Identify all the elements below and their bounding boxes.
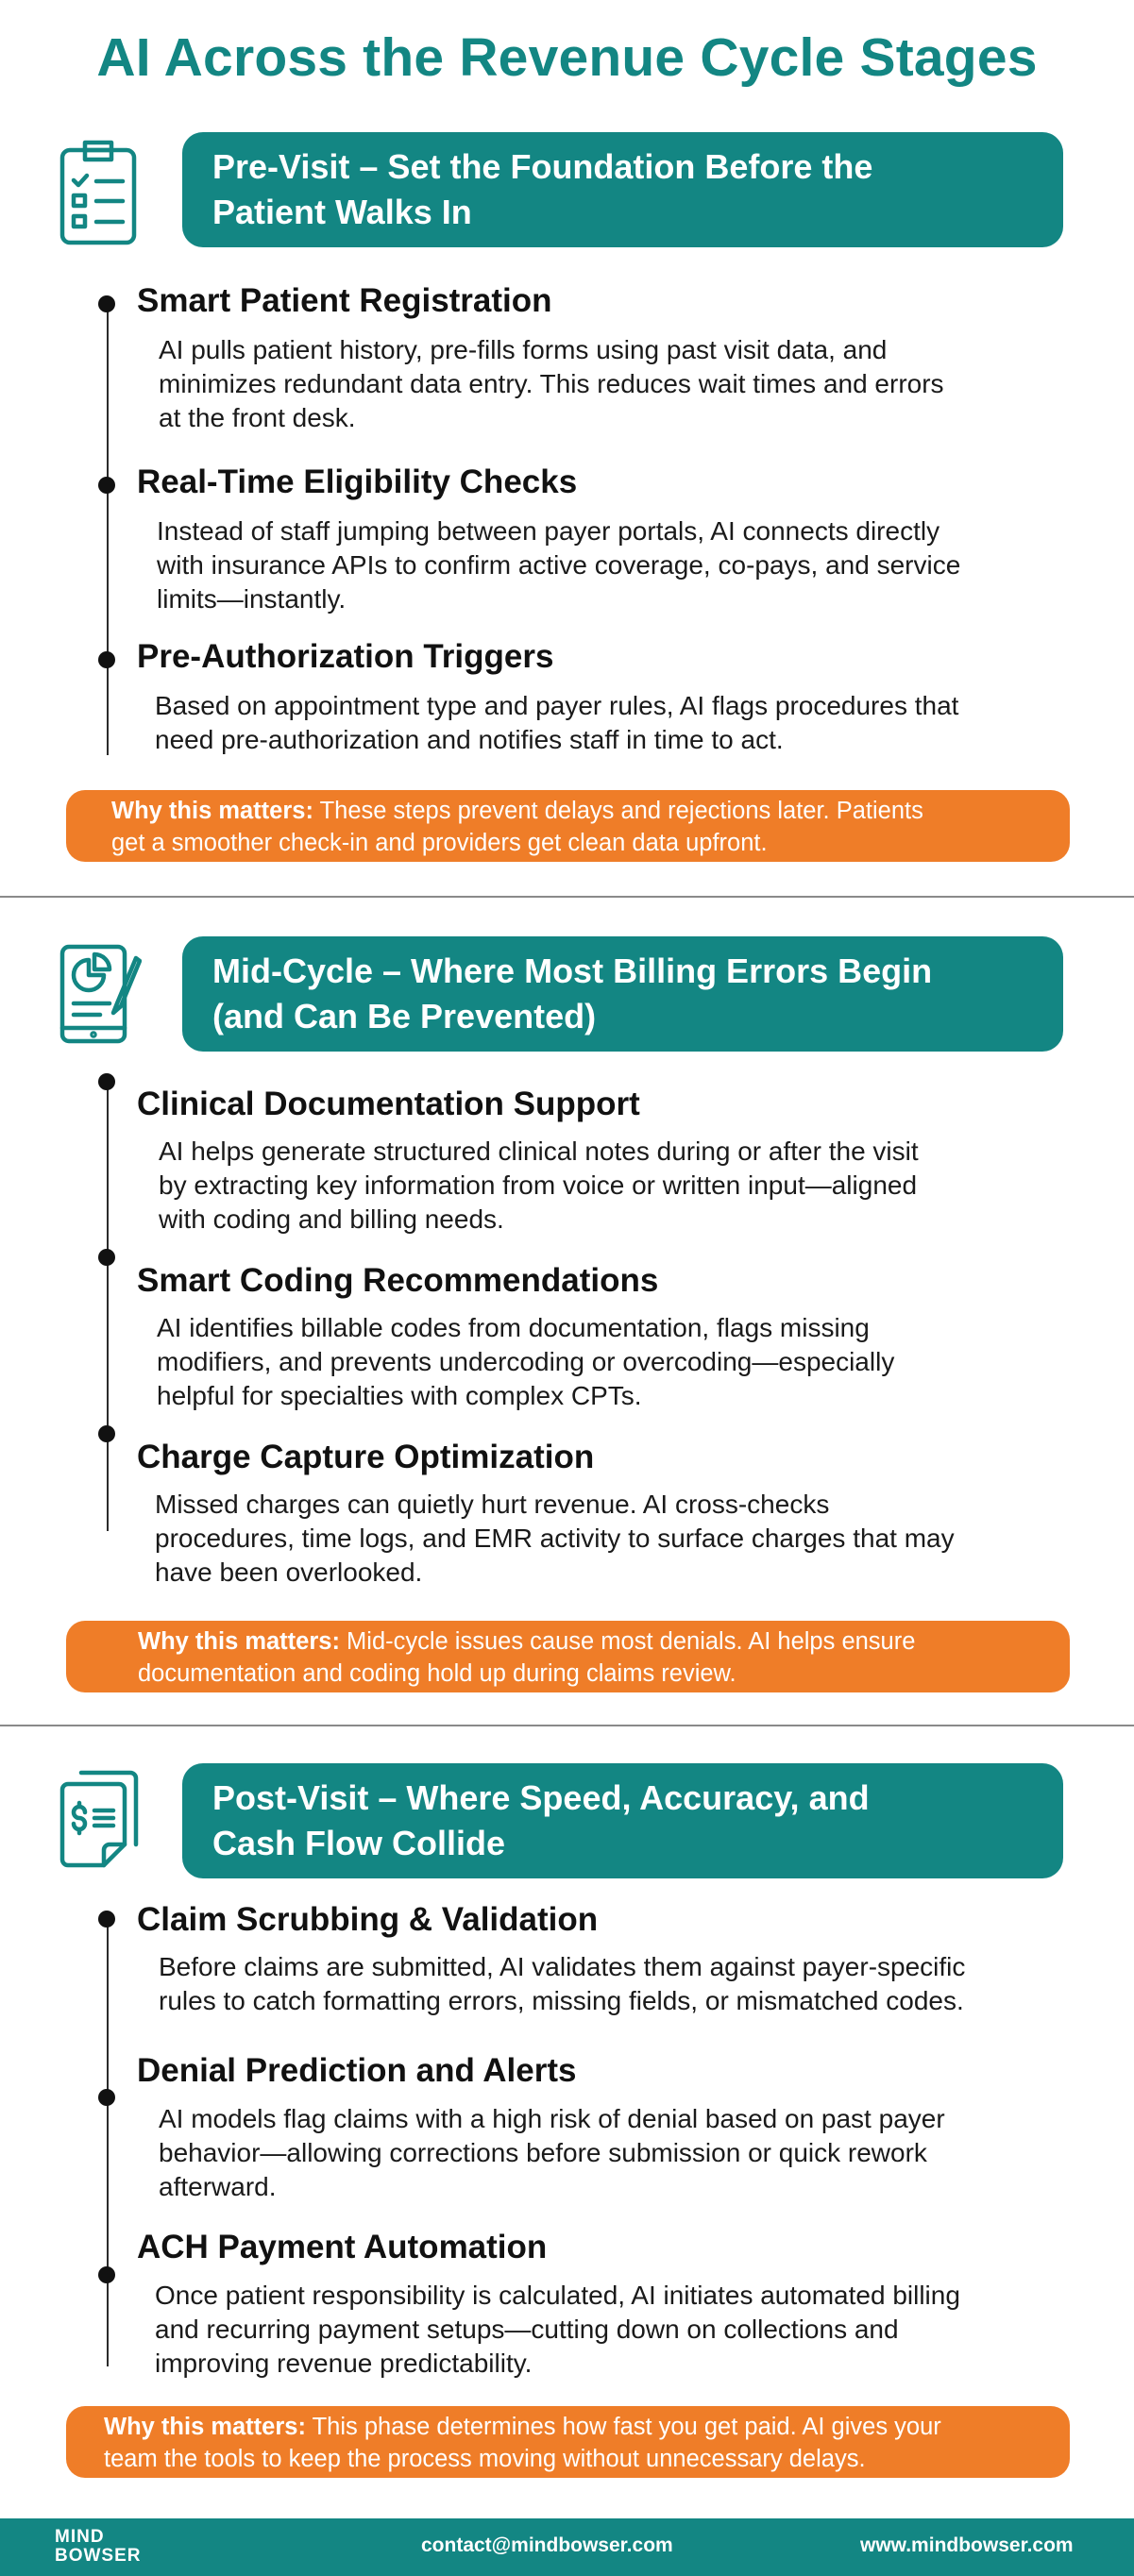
desc-line: at the front desk. <box>159 403 356 432</box>
why-text: This phase determines how fast you get paid. AI gives your <box>312 2414 941 2440</box>
why-label: Why this matters: <box>111 798 313 824</box>
banner-line: Cash Flow Collide <box>212 1824 506 1862</box>
timeline-line <box>107 1082 109 1531</box>
desc-line: AI identifies billable codes from documentation, flags missing <box>157 1313 870 1342</box>
why-line <box>104 2411 1032 2443</box>
desc-line: Missed charges can quietly hurt revenue. AI cross-checks <box>155 1490 830 1519</box>
desc-line: have been overlooked. <box>155 1557 423 1587</box>
why-text: get a smoother check-in and providers get clean data upfront. <box>111 830 768 856</box>
item-title: Clinical Documentation Support <box>137 1086 640 1122</box>
section-divider <box>0 896 1134 898</box>
item-title: Denial Prediction and Alerts <box>137 2052 577 2089</box>
desc-line: limits—instantly. <box>157 584 347 614</box>
banner-line: (and Can Be Prevented) <box>212 997 597 1035</box>
banner-line: Patient Walks In <box>212 193 472 231</box>
why-this-matters-callout <box>66 1621 1070 1692</box>
bullet-dot <box>98 651 115 668</box>
bullet-dot <box>98 295 115 312</box>
desc-line: need pre-authorization and notifies staff in time to act. <box>155 725 784 754</box>
desc-line: Instead of staff jumping between payer portals, AI connects directly <box>157 516 940 546</box>
bullet-dot <box>98 2089 115 2106</box>
desc-line: AI helps generate structured clinical notes during or after the visit <box>159 1136 919 1166</box>
why-label: Why this matters: <box>104 2414 306 2440</box>
section-banner <box>182 1763 1063 1878</box>
section-divider <box>0 1725 1134 1726</box>
bullet-dot <box>98 1425 115 1442</box>
why-text: Mid-cycle issues cause most denials. AI helps ensure <box>347 1628 916 1655</box>
item-title: Pre-Authorization Triggers <box>137 638 554 675</box>
desc-line: afterward. <box>159 2172 277 2201</box>
desc-line: Once patient responsibility is calculated, AI initiates automated billing <box>155 2281 960 2310</box>
section-banner <box>182 132 1063 247</box>
why-text: documentation and coding hold up during claims review. <box>138 1660 736 1687</box>
website-link[interactable]: www.mindbowser.com <box>860 2534 1074 2556</box>
item-title: Charge Capture Optimization <box>137 1439 595 1475</box>
logo-line: BOWSER <box>55 2546 142 2566</box>
bullet-dot <box>98 1073 115 1090</box>
item-title: Real-Time Eligibility Checks <box>137 463 578 500</box>
section-banner <box>182 936 1063 1052</box>
item-title: Smart Coding Recommendations <box>137 1262 659 1299</box>
bullet-dot <box>98 2266 115 2283</box>
banner-line: Mid-Cycle – Where Most Billing Errors Begin <box>212 951 933 990</box>
item-description <box>157 514 1082 616</box>
why-this-matters-callout <box>66 790 1070 862</box>
desc-line: minimizes redundant data entry. This reduces wait times and errors <box>159 369 944 398</box>
item-description <box>159 333 1084 435</box>
why-label: Why this matters: <box>138 1628 340 1655</box>
item-description <box>159 1950 1084 2018</box>
item-description <box>159 2102 1084 2204</box>
why-text: team the tools to keep the process moving without unnecessary delays. <box>104 2446 866 2472</box>
checklist-clipboard-icon <box>57 135 142 248</box>
banner-line: Pre-Visit – Set the Foundation Before the <box>212 147 873 186</box>
item-title: Smart Patient Registration <box>137 282 552 319</box>
bullet-dot <box>98 1911 115 1928</box>
page-title: AI Across the Revenue Cycle Stages <box>96 27 1038 88</box>
why-line <box>111 795 1032 827</box>
desc-line: AI pulls patient history, pre-fills forms using past visit data, and <box>159 335 888 364</box>
desc-line: Based on appointment type and payer rules, AI flags procedures that <box>155 691 959 720</box>
item-description <box>155 1488 1080 1590</box>
banner-line: Post-Visit – Where Speed, Accuracy, and <box>212 1778 870 1817</box>
desc-line: with insurance APIs to confirm active coverage, co-pays, and service <box>157 550 961 580</box>
bullet-dot <box>98 1249 115 1266</box>
desc-line: AI models flag claims with a high risk of denial based on past payer <box>159 2104 945 2133</box>
desc-line: helpful for specialties with complex CPTs. <box>157 1381 642 1410</box>
desc-line: behavior—allowing corrections before submission or quick rework <box>159 2138 927 2167</box>
desc-line: procedures, time logs, and EMR activity to surface charges that may <box>155 1524 955 1553</box>
desc-line: Before claims are submitted, AI validates them against payer-specific <box>159 1952 966 1981</box>
clinical-report-tablet-icon <box>57 937 142 1051</box>
desc-line: modifiers, and prevents undercoding or overcoding—especially <box>157 1347 895 1376</box>
why-this-matters-callout <box>66 2406 1070 2478</box>
timeline-line <box>107 1918 109 2366</box>
desc-line: with coding and billing needs. <box>159 1204 504 1234</box>
item-description <box>159 1135 1084 1237</box>
item-description <box>155 689 1080 757</box>
item-description <box>157 1311 1082 1413</box>
why-line <box>138 1625 1032 1658</box>
item-title: ACH Payment Automation <box>137 2229 548 2265</box>
desc-line: by extracting key information from voice or written input—aligned <box>159 1170 918 1200</box>
logo-line: MIND <box>55 2527 105 2547</box>
desc-line: rules to catch formatting errors, missing fields, or mismatched codes. <box>159 1986 964 2015</box>
why-text: These steps prevent delays and rejections later. Patients <box>319 798 923 824</box>
item-description <box>155 2279 1080 2381</box>
footer-bar <box>0 2518 1134 2576</box>
desc-line: and recurring payment setups—cutting down on collections and <box>155 2315 899 2344</box>
contact-email-link[interactable]: contact@mindbowser.com <box>421 2534 673 2556</box>
mindbowser-logo <box>55 2528 142 2566</box>
desc-line: improving revenue predictability. <box>155 2349 533 2378</box>
bullet-dot <box>98 477 115 494</box>
timeline-line <box>107 304 109 755</box>
item-title: Claim Scrubbing & Validation <box>137 1901 599 1938</box>
billing-documents-icon <box>57 1763 142 1877</box>
